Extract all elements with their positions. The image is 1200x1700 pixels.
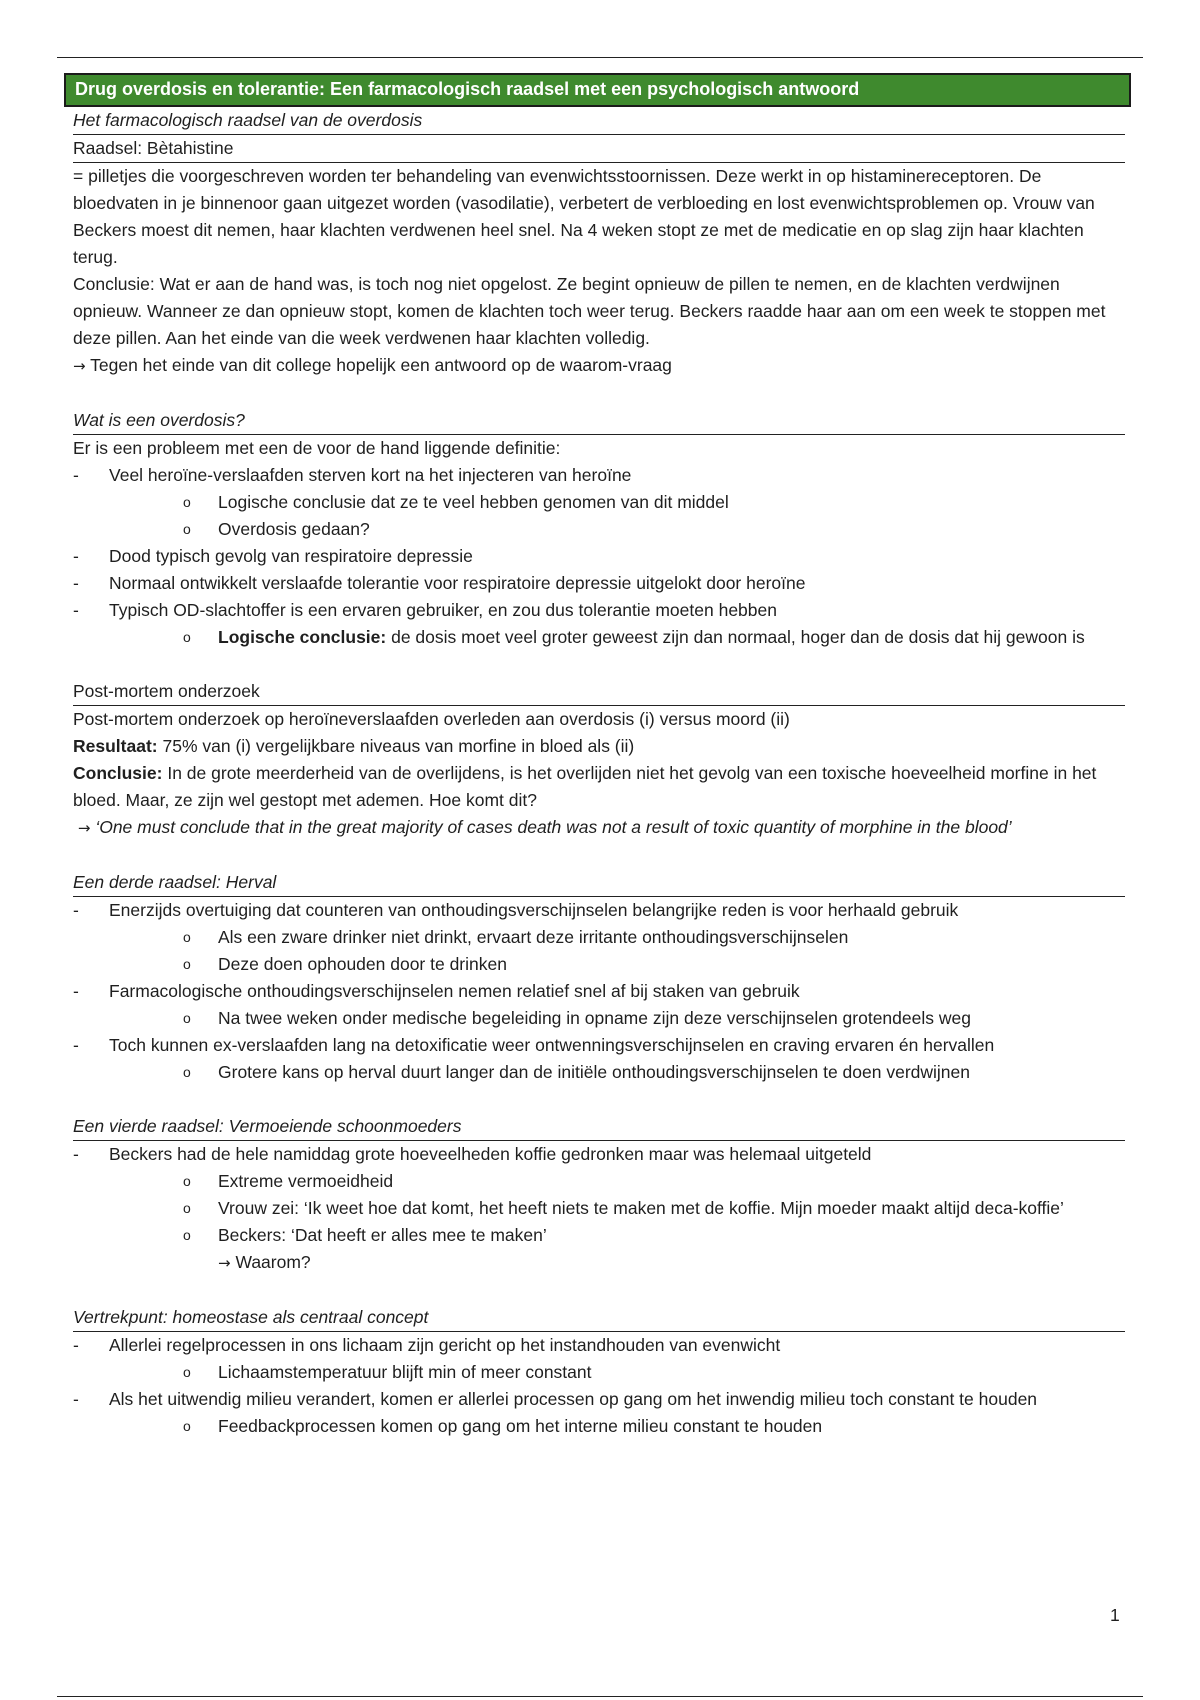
document-page bbox=[73, 73, 1125, 1440]
arrow-line-text: Tegen het einde van dit college hopelijk een antwoord op de waarom-vraag bbox=[90, 355, 672, 375]
conclusion-label: Conclusie: bbox=[73, 763, 163, 783]
arrow-line bbox=[73, 352, 1125, 380]
quote-text: ‘One must conclude that in the great majority of cases death was not a result of toxic quantity of morphine in the blood’ bbox=[95, 817, 1012, 837]
arrow-icon: → bbox=[73, 357, 86, 375]
section-heading-post-mortem: Post-mortem onderzoek bbox=[73, 678, 1125, 706]
sub-list-followup bbox=[73, 1249, 1125, 1277]
section-heading-relapse: Een derde raadsel: Herval bbox=[73, 869, 1125, 897]
sub-list-item: o Extreme vermoeidheid bbox=[73, 1168, 1125, 1195]
list-item: - Enerzijds overtuiging dat counteren van onthoudingsverschijnselen belangrijke reden is voor herhaald gebruik bbox=[73, 897, 1125, 924]
section-heading-what-is-overdose: Wat is een overdosis? bbox=[73, 407, 1125, 435]
top-rule bbox=[57, 57, 1143, 58]
result-line bbox=[73, 733, 1125, 760]
sub-list-item bbox=[73, 624, 1125, 651]
document-title-banner: Drug overdosis en tolerantie: Een farmacologisch raadsel met een psychologisch antwoord bbox=[64, 73, 1131, 107]
result-text: 75% van (i) vergelijkbare niveaus van morfine in bloed als (ii) bbox=[162, 736, 635, 756]
list-item: - Toch kunnen ex-verslaafden lang na detoxificatie weer ontwenningsverschijnselen en craving ervaren én hervallen bbox=[73, 1032, 1125, 1059]
section-heading-homeostasis: Vertrekpunt: homeostase als centraal concept bbox=[73, 1304, 1125, 1332]
sub-list-item: o Overdosis gedaan? bbox=[73, 516, 1125, 543]
sub-list-item: o Als een zware drinker niet drinkt, ervaart deze irritante onthoudingsverschijnselen bbox=[73, 924, 1125, 951]
sub-list-item: o Lichaamstemperatuur blijft min of meer constant bbox=[73, 1359, 1125, 1386]
result-label: Resultaat: bbox=[73, 736, 158, 756]
conclusion-text: In de grote meerderheid van de overlijdens, is het overlijden niet het gevolg van een toxische hoeveelheid morfine in het bloed. Maar, ze zijn wel gestopt met ademen. Hoe komt dit? bbox=[73, 763, 1097, 810]
sub-heading-betahistine: Raadsel: Bètahistine bbox=[73, 135, 1125, 163]
paragraph-betahistine: = pilletjes die voorgeschreven worden ter behandeling van evenwichtsstoornissen. Deze werkt in op histaminereceptoren. De bloedvaten in je binnenoor gaan uitgezet worden (vasodilatie), verbetert de verbloeding en lost evenwichtsproblemen op. Vrouw van Beckers moest dit nemen, haar klachten verdwenen heel snel. Na 4 weken stopt ze met de medicatie en op slag zijn haar klachten terug. bbox=[73, 166, 1095, 267]
sub-list-item: o Feedbackprocessen komen op gang om het interne milieu constant te houden bbox=[73, 1413, 1125, 1440]
section-heading-pharmacological-puzzle: Het farmacologisch raadsel van de overdosis bbox=[73, 107, 1125, 135]
sub-list-item: o Logische conclusie dat ze te veel hebben genomen van dit middel bbox=[73, 489, 1125, 516]
bold-label: Logische conclusie: bbox=[218, 627, 387, 647]
list-item: - Allerlei regelprocessen in ons lichaam zijn gericht op het instandhouden van evenwicht bbox=[73, 1332, 1125, 1359]
post-mortem-line: Post-mortem onderzoek op heroïneverslaafden overleden aan overdosis (i) versus moord (ii) bbox=[73, 709, 790, 729]
relapse-list bbox=[73, 897, 1125, 1086]
followup-text: Waarom? bbox=[235, 1252, 311, 1272]
sub-list-item: o Grotere kans op herval duurt langer dan de initiële onthoudingsverschijnselen te doen verdwijnen bbox=[73, 1059, 1125, 1086]
paragraph-conclusion: Conclusie: Wat er aan de hand was, is toch nog niet opgelost. Ze begint opnieuw de pillen te nemen, en de klachten verdwijnen opnieuw. Wanneer ze dan opnieuw stopt, komen de klachten toch weer terug. Beckers raadde haar aan om een week te stoppen met deze pillen. Aan het einde van die week verdwenen haar klachten volledig. bbox=[73, 274, 1106, 348]
intro-text: Er is een probleem met een de voor de hand liggende definitie: bbox=[73, 438, 561, 458]
sub-list-text: de dosis moet veel groter geweest zijn dan normaal, hoger dan de dosis dat hij gewoon is bbox=[391, 627, 1085, 647]
list-item: - Veel heroïne-verslaafden sterven kort na het injecteren van heroïne bbox=[73, 462, 1125, 489]
conclusion-line bbox=[73, 760, 1125, 814]
page-number: 1 bbox=[1110, 1605, 1120, 1625]
section-heading-tiring-mothers-in-law: Een vierde raadsel: Vermoeiende schoonmoeders bbox=[73, 1113, 1125, 1141]
list-item: - Farmacologische onthoudingsverschijnselen nemen relatief snel af bij staken van gebruik bbox=[73, 978, 1125, 1005]
homeostasis-list bbox=[73, 1332, 1125, 1440]
bottom-rule bbox=[57, 1696, 1143, 1697]
sub-list-item: o Na twee weken onder medische begeleiding in opname zijn deze verschijnselen grotendeels weg bbox=[73, 1005, 1125, 1032]
list-item: - Typisch OD-slachtoffer is een ervaren gebruiker, en zou dus tolerantie moeten hebben bbox=[73, 597, 1125, 624]
overdose-list bbox=[73, 462, 1125, 651]
list-item: - Dood typisch gevolg van respiratoire depressie bbox=[73, 543, 1125, 570]
coffee-list bbox=[73, 1141, 1125, 1277]
quote-line bbox=[73, 814, 1125, 842]
list-item: - Beckers had de hele namiddag grote hoeveelheden koffie gedronken maar was helemaal uitgeteld bbox=[73, 1141, 1125, 1168]
arrow-icon: → bbox=[77, 819, 91, 837]
sub-list-item: o Beckers: ‘Dat heeft er alles mee te maken’ bbox=[73, 1222, 1125, 1249]
sub-list-item: o Vrouw zei: ‘Ik weet hoe dat komt, het heeft niets te maken met de koffie. Mijn moeder maakt altijd deca-koffie’ bbox=[73, 1195, 1125, 1222]
list-item: - Normaal ontwikkelt verslaafde tolerantie voor respiratoire depressie uitgelokt door heroïne bbox=[73, 570, 1125, 597]
sub-list-item: o Deze doen ophouden door te drinken bbox=[73, 951, 1125, 978]
list-item: - Als het uitwendig milieu verandert, komen er allerlei processen op gang om het inwendig milieu toch constant te houden bbox=[73, 1386, 1125, 1413]
arrow-icon: → bbox=[218, 1254, 231, 1272]
